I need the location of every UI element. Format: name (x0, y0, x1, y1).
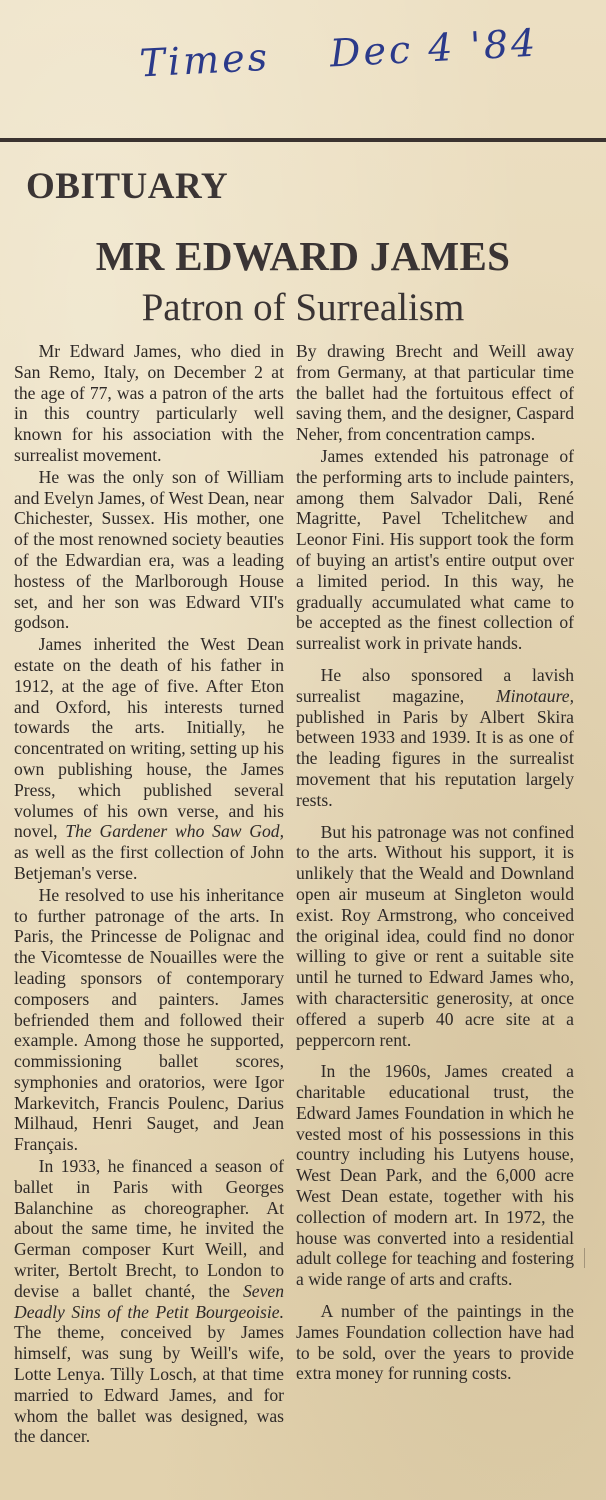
article-column-left (14, 341, 284, 1447)
paragraph: Mr Edward James, who died in San Remo, Italy, on December 2 at the age of 77, was a patron of the arts in this country particularly well known for his association with the surrealist movement. (14, 341, 284, 465)
paragraph-text: as well as the first collection of John Betjeman's verse. (14, 842, 284, 883)
paragraph: In the 1960s, James created a charitable educational trust, the Edward James Foundation in which he vested most of his possessions in this country including his Lutyens house, West Dean Park, and the 6,000 acre West Dean estate, together with his collection of modern art. In 1972, the house was converted into a residential adult college for teaching and fostering a wide range of arts and crafts. (296, 1061, 574, 1290)
paragraph-text: published in Paris by Albert Skira between 1933 and 1939. It is as one of the leading figures in the surrealist movement that his reputation largely rests. (296, 706, 574, 810)
paragraph-text: James inherited the West Dean estate on the death of his father in 1912, at the age of five. After Eton and Oxford, his interests turned towards the arts. Initially, he concentrated on writing, setting up his own publishing house, the James Press, which published several volumes of his own verse, and his novel, (14, 634, 284, 842)
paragraph: He was the only son of William and Evelyn James, of West Dean, near Chichester, Sussex. His mother, one of the most renowned society beauties of the Edwardian era, was a leading hostess of the Marlborough House set, and her son was Edward VII's godson. (14, 466, 284, 633)
subheadline: Patron of Surrealism (141, 286, 465, 329)
paragraph-text: In 1933, he financed a season of ballet in Paris with Georges Balanchine as choreographer. At about the same time, he invited the German composer Kurt Weill, and writer, Bertolt Brecht, to London to devise a ballet chanté, the (14, 1156, 284, 1301)
ballet-title: Seven Deadly Sins of the Petit Bourgeoisie. (14, 1280, 284, 1322)
paragraph-text: He also sponsored a lavish surrealist magazine, (296, 664, 574, 706)
handwritten-source: Times (138, 34, 272, 86)
headline: MR EDWARD JAMES (95, 233, 511, 279)
novel-title: The Gardener who Saw God, (65, 821, 284, 842)
paragraph: He resolved to use his inheritance to further patronage of the arts. In Paris, the Princesse de Polignac and the Vicomtesse de Nouailles were the leading sponsors of contemporary composers and painters. James befriended them and followed their example. Among those he supported, commissioning ballet scores, symphonies and oratorios, were Igor Markevitch, Francis Poulenc, Darius Milhaud, Henri Sauget, and Jean Français. (14, 884, 284, 1155)
article-column-right (296, 341, 574, 1384)
handwritten-annotation (138, 19, 581, 112)
paragraph: But his patronage was not confined to the arts. Without his support, it is unlikely that the Weald and Downland open air museum at Singleton would exist. Roy Armstrong, who conceived the original idea, could find no donor willing to give or rent a suitable site until he turned to Edward James who, with charactersitic generosity, at once offered a superb 40 acre site at a peppercorn rent. (296, 821, 574, 1050)
paragraph (14, 1156, 284, 1447)
paragraph: By drawing Brecht and Weill away from Germany, at that particular time the ballet had the fortuitous effect of saving them, and the designer, Caspard Neher, from concentration camps. (296, 341, 574, 445)
column-divider-mark (584, 1248, 585, 1268)
top-rule (0, 138, 606, 142)
paragraph: James extended his patronage of the performing arts to include painters, among them Salvador Dali, René Magritte, Pavel Tchelitchew and Leonor Fini. His support took the form of buying an artist's entire output over a limited period. In this way, he gradually accumulated what came to be accepted as the finest collection of surrealist work in private hands. (296, 445, 574, 654)
paragraph: A number of the paintings in the James Foundation collection have had to be sold, over the years to provide extra money for running costs. (296, 1301, 574, 1384)
paragraph-text: The theme, conceived by James himself, was sung by Weill's wife, Lotte Lenya. Tilly Losch, at that time married to Edward James, and for whom the ballet was designed, was the dancer. (14, 1322, 284, 1447)
paragraph (296, 665, 574, 811)
paragraph (14, 634, 284, 884)
section-label: OBITUARY (26, 166, 229, 207)
magazine-title: Minotaure, (495, 685, 574, 706)
handwritten-date: Dec 4 '84 (328, 20, 540, 76)
